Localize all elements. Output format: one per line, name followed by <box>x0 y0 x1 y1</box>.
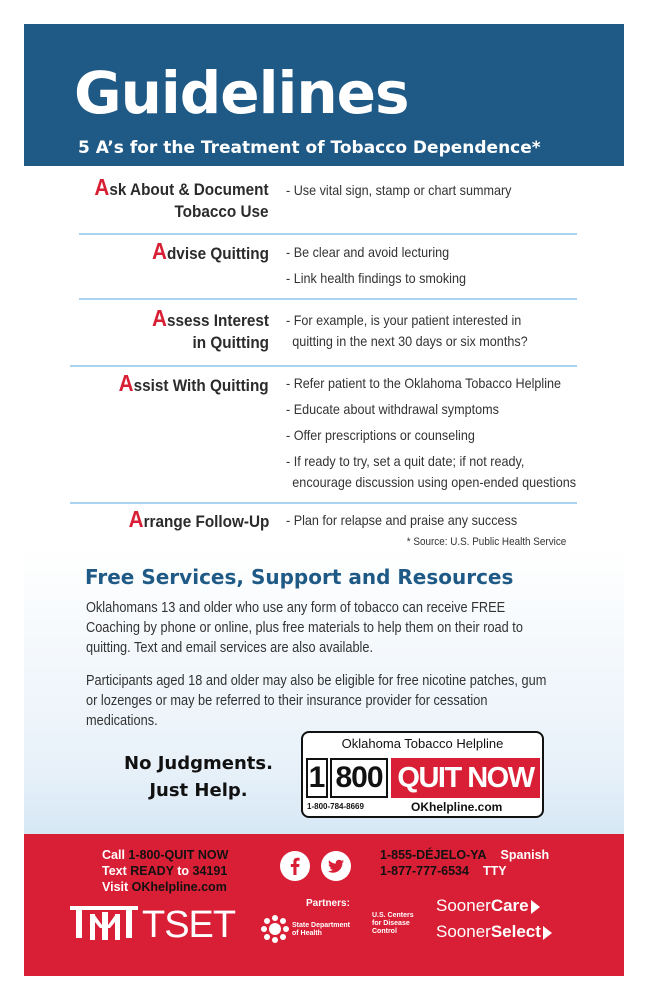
twitter-icon[interactable] <box>321 851 351 881</box>
step-advise-bullets <box>286 242 556 294</box>
step-ask-bullets <box>286 180 556 206</box>
step-advise-label: Advise Quitting <box>152 238 269 264</box>
bullet-text: quitting in the next 30 days or six months? <box>292 333 528 349</box>
footer-banner: Call 1-800-QUIT NOW Text READY to 34191 Visit OKhelpline.com 1-855-DÉJELO-YA Spanish 1-877-777-6534 TTY TSET Partners: State Department of Health U.S. Centers for Disease Control SoonerCare SoonerSelect <box>24 834 624 976</box>
chevron-right-icon <box>531 900 540 914</box>
step-assist-label: Assist With Quitting <box>119 370 269 396</box>
helpline-website: OKhelpline.com <box>411 800 503 814</box>
spanish-number[interactable]: 1-855-DÉJELO-YA <box>380 848 487 862</box>
facebook-icon[interactable] <box>280 851 310 881</box>
tset-emblem-icon <box>70 904 138 942</box>
step-assist-bullets <box>286 373 577 493</box>
helpline-one: 1 <box>306 758 328 798</box>
bullet-text: - Offer prescriptions or counseling <box>286 427 475 443</box>
bullet-text: - For example, is your patient interested in <box>286 312 522 328</box>
bullet-text: - Refer patient to the Oklahoma Tobacco Helpline <box>286 375 562 391</box>
step-arrange-label: Arrange Follow-Up <box>128 506 269 532</box>
bullet-text: - Link health findings to smoking <box>286 270 466 286</box>
bullet-text: - Educate about withdrawal symptoms <box>286 401 499 417</box>
helpline-number: 1-800-784-8669 <box>307 802 364 811</box>
bullet-text: - Use vital sign, stamp or chart summary <box>286 182 512 198</box>
bullet-text: - Plan for relapse and praise any success <box>286 512 518 528</box>
step-arrange-bullets <box>286 510 556 536</box>
bullet-text: encourage discussion using open-ended questions <box>292 474 577 490</box>
helpline-800: 800 <box>330 758 388 798</box>
divider <box>70 365 577 367</box>
step-ask-label: Ask About & Document Tobacco Use <box>94 174 270 221</box>
call-number[interactable]: 1-800-QUIT NOW <box>128 848 229 862</box>
contact-block: Call 1-800-QUIT NOW Text READY to 34191 Visit OKhelpline.com <box>102 848 229 894</box>
page-subtitle: 5 A’s for the Treatment of Tobacco Dependence* <box>78 138 541 158</box>
state-health-seal-icon <box>260 914 290 944</box>
step-assess-label: Assess Interest in Quitting <box>151 305 269 352</box>
chevron-right-icon <box>543 926 552 940</box>
page-title: Guidelines <box>74 59 409 127</box>
header-banner <box>24 24 624 166</box>
bullet-text: - Be clear and avoid lecturing <box>286 244 450 260</box>
tagline: No Judgments. Just Help. <box>124 753 273 801</box>
divider <box>79 298 577 300</box>
divider <box>70 502 577 504</box>
step-assess-bullets <box>286 310 556 352</box>
free-services-paragraph-2: Participants aged 18 and older may also be eligible for free nicotine patches, gum or lozenges or may be referred to their insurance provider for cessation medications. <box>86 673 547 729</box>
partners-label: Partners: <box>306 898 350 909</box>
helpline-quit-now: QUIT NOW <box>391 758 540 798</box>
cdc-label: U.S. Centers for Disease Control <box>372 912 414 935</box>
free-services-heading: Free Services, Support and Resources <box>85 565 514 589</box>
website-link[interactable]: OKhelpline.com <box>131 880 227 894</box>
divider <box>79 233 577 235</box>
state-dept-health: State Department of Health <box>292 922 350 937</box>
guidelines-card <box>24 24 624 976</box>
tty-number[interactable]: 1-877-777-6534 <box>380 864 469 878</box>
helpline-name: Oklahoma Tobacco Helpline <box>341 736 504 751</box>
source-note: * Source: U.S. Public Health Service <box>406 536 566 548</box>
helpline-logo <box>301 731 544 818</box>
alt-contact-block: 1-855-DÉJELO-YA Spanish 1-877-777-6534 TTY <box>380 848 550 878</box>
free-services-paragraph-1: Oklahomans 13 and older who use any form of tobacco can receive FREE Coaching by phone or online, plus free materials to help them on their road to quitting. Text and email services are also available. <box>86 600 523 656</box>
soonerselect-logo: SoonerSelect <box>436 922 552 942</box>
bullet-text: - If ready to try, set a quit date; if not ready, <box>286 453 525 469</box>
soonercare-logo: SoonerCare <box>436 896 540 916</box>
